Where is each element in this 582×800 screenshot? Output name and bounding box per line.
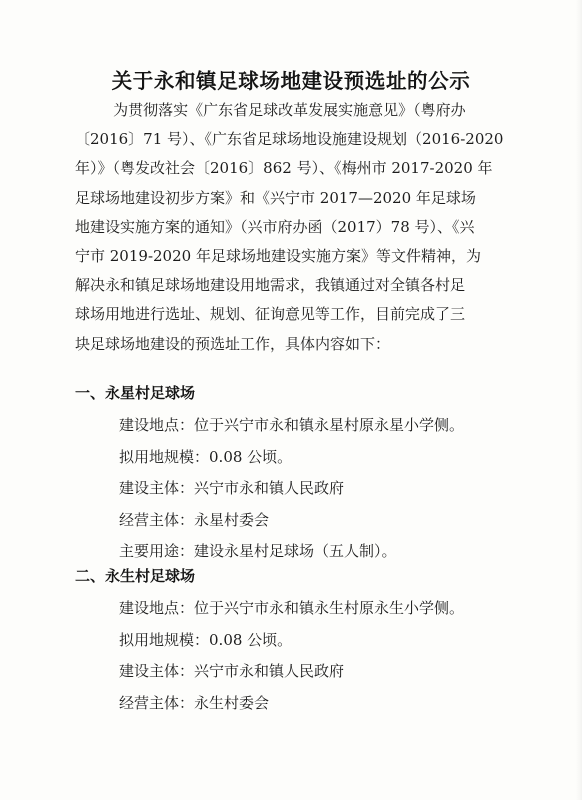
- intro-line: 宁市 2019-2020 年足球场地建设实施方案》等文件精神，为: [75, 246, 481, 265]
- detail-value: 永星村委会: [194, 510, 270, 529]
- intro-line: 地建设实施方案的通知》（兴市府办函（2017）78 号）、《兴: [75, 217, 475, 236]
- detail-label: 建设地点：: [119, 599, 195, 617]
- detail-value: 兴宁市永和镇人民政府: [194, 662, 345, 681]
- intro-line: 块足球场地建设的预选址工作，具体内容如下：: [75, 334, 391, 353]
- page-edge-shadow: [576, 0, 582, 800]
- detail-value: 0.08 公顷。: [209, 447, 293, 466]
- detail-label: 主要用途：: [119, 542, 195, 561]
- detail-value: 位于兴宁市永和镇永星村原永星小学侧。: [194, 416, 465, 434]
- intro-line: 年）》（粤发改社会〔2016〕862 号）、《梅州市 2017-2020 年: [75, 159, 493, 178]
- detail-label: 建设主体：: [119, 662, 195, 681]
- detail-land-size: [75, 630, 535, 662]
- section-yongxing: [75, 383, 535, 573]
- intro-paragraph: [75, 96, 515, 359]
- intro-line: 解决永和镇足球场地建设用地需求，我镇通过对全镇各村足: [75, 276, 466, 295]
- detail-builder: [75, 661, 535, 693]
- detail-label: 经营主体：: [119, 510, 195, 529]
- section-heading: 二、永生村足球场: [75, 567, 196, 585]
- detail-label: 拟用地规模：: [119, 447, 210, 466]
- document-title: 关于永和镇足球场地建设预选址的公示: [111, 69, 471, 93]
- intro-line: 为贯彻落实《广东省足球改革发展实施意见》（粤府办: [75, 101, 466, 119]
- detail-label: 建设地点：: [119, 416, 195, 434]
- detail-land-size: [75, 447, 535, 479]
- detail-value: 0.08 公顷。: [209, 630, 293, 649]
- detail-label: 经营主体：: [119, 693, 195, 712]
- intro-line: 球场用地进行选址、规划、征询意见等工作，目前完成了三: [75, 305, 466, 324]
- detail-builder: [75, 478, 535, 510]
- section-yongsheng: [75, 566, 535, 724]
- intro-line: 〔2016〕71 号）、《广东省足球场地设施建设规划（2016-2020: [75, 130, 504, 149]
- detail-value: 位于兴宁市永和镇永生村原永生小学侧。: [194, 599, 465, 617]
- detail-operator: [75, 693, 535, 725]
- detail-value: 永生村委会: [194, 693, 270, 712]
- intro-line: 足球场地建设初步方案》和《兴宁市 2017—2020 年足球场: [75, 188, 476, 207]
- detail-operator: [75, 510, 535, 542]
- detail-location: [75, 598, 535, 630]
- detail-label: 建设主体：: [119, 479, 195, 498]
- detail-value: 建设永星村足球场（五人制）。: [194, 542, 397, 561]
- detail-value: 兴宁市永和镇人民政府: [194, 479, 345, 498]
- detail-label: 拟用地规模：: [119, 630, 210, 649]
- section-heading: 一、永星村足球场: [75, 384, 196, 402]
- detail-location: [75, 415, 535, 447]
